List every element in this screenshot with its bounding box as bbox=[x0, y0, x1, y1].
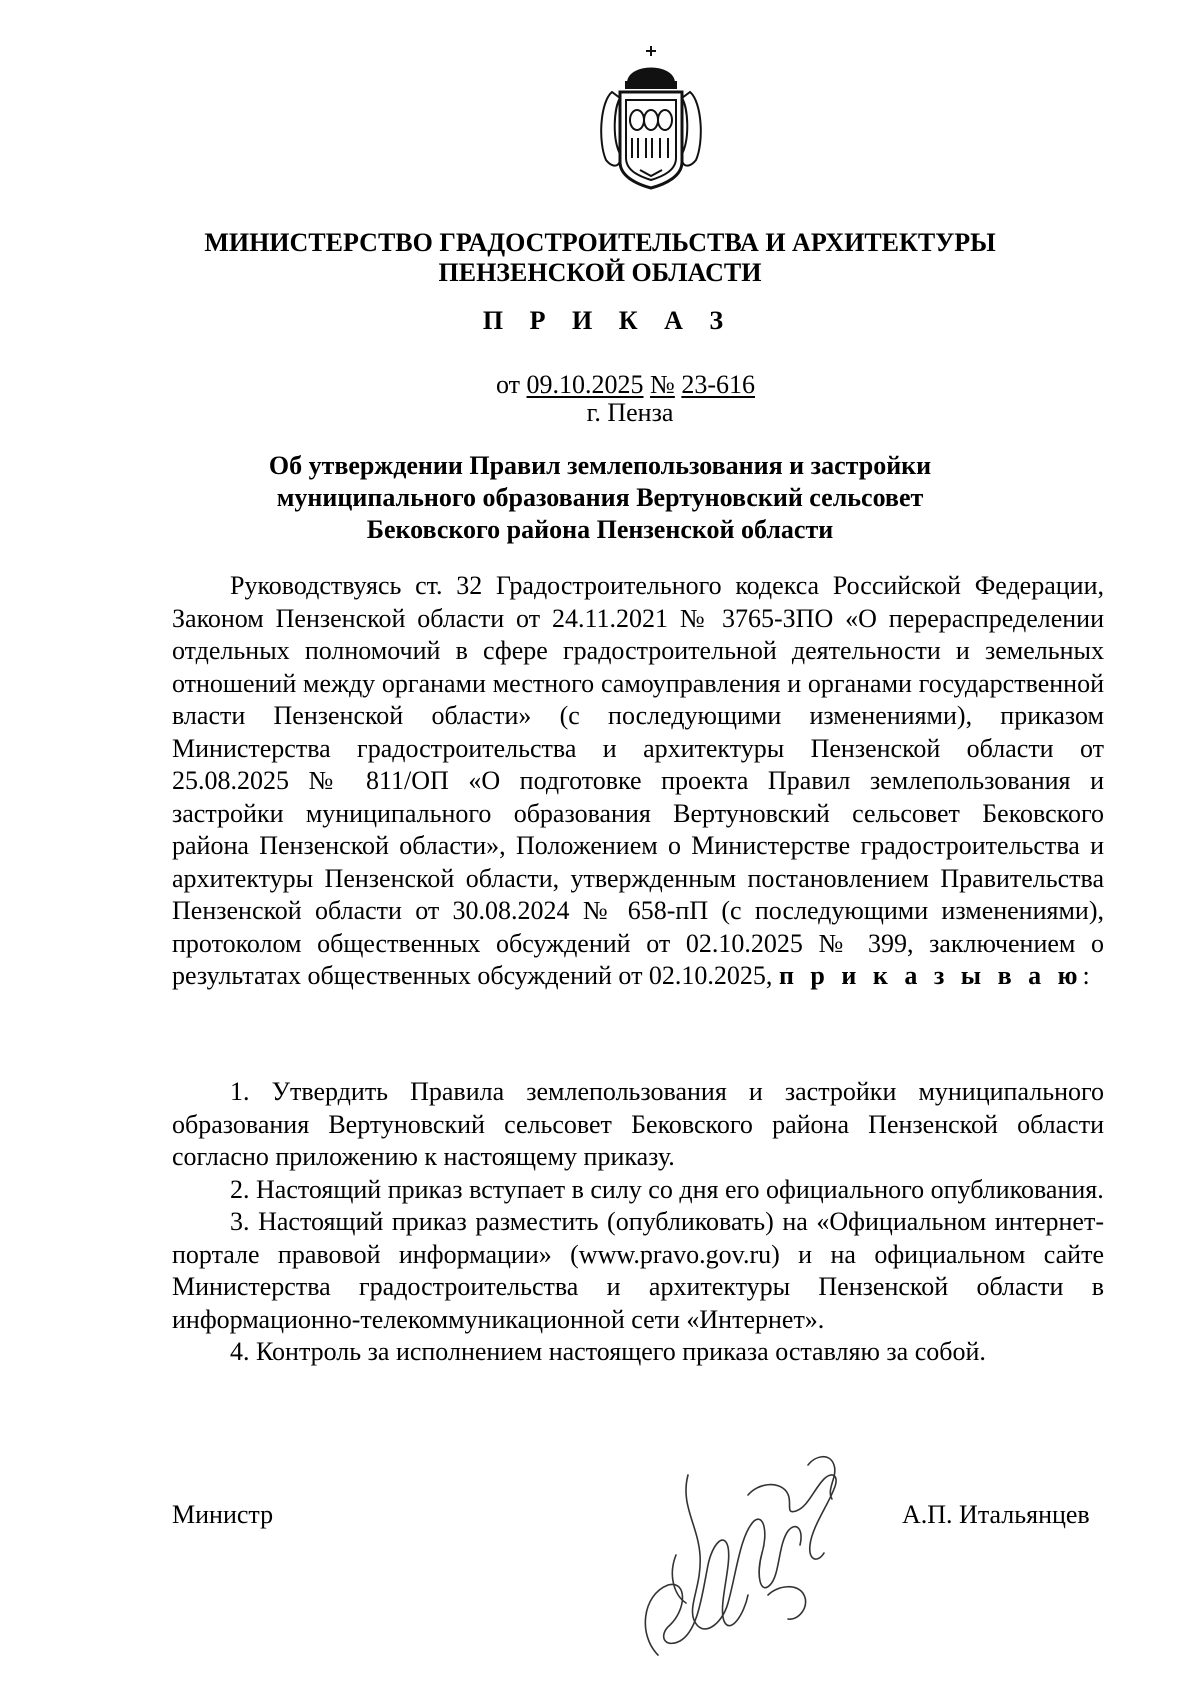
subject-line-3: Бековского района Пензенской области bbox=[366, 515, 834, 544]
ministry-name bbox=[150, 228, 1050, 288]
order-item-4: 4. Контроль за исполнением настоящего приказа оставляю за собой. bbox=[230, 1337, 986, 1366]
preamble-paragraph bbox=[172, 570, 1104, 993]
signer-title: Министр bbox=[172, 1500, 274, 1529]
order-number: 23-616 bbox=[681, 370, 756, 399]
subject-line-1: Об утверждении Правил землепользования и застройки bbox=[268, 451, 932, 480]
coat-of-arms-icon bbox=[590, 42, 712, 192]
order-item-2: 2. Настоящий приказ вступает в силу со дня его официального опубликования. bbox=[230, 1174, 1104, 1204]
preamble-text: Руководствуясь ст. 32 Градостроительного кодекса Российской Федерации, Законом Пензенской области от 24.11.2021 № 3765-ЗПО «О перераспределении отдельных полномочий в сфере градостроительной деятельности и земельных отношений между органами местного самоуправления и органами государственной власти Пензенской области» (с последующими изменениями), приказом Министерства градостроительства и архитектуры Пензенской области от 25.08.2025 № 811/ОП «О подготовке проекта Правил землепользования и застройки муниципального образования Вертуновский сельсовет Бековского района Пензенской области», Положением о Министерстве градостроительства и архитектуры Пензенской области, утвержденным постановлением Правительства Пензенской области от 30.08.2024 № 658-пП (с последующими изменениями), протоколом общественных обсуждений от 02.10.2025 № 399, заключением о результатах общественных обсуждений от 02.10.2025, bbox=[172, 571, 1104, 990]
number-sign: № bbox=[650, 370, 675, 399]
document-type: П Р И К А З bbox=[482, 306, 734, 335]
preamble-end: : bbox=[1082, 961, 1090, 990]
signature-icon bbox=[628, 1435, 858, 1670]
order-item-1: 1. Утвердить Правила землепользования и застройки муниципального образования Вертуновский сельсовет Бековского района Пензенской области согласно приложению к настоящему приказу. bbox=[172, 1077, 1104, 1171]
preamble bbox=[172, 570, 1104, 993]
order-item-3: 3. Настоящий приказ разместить (опубликовать) на «Официальном интернет-портале правовой информации» (www.pravo.gov.ru) и на официальном сайте Министерства градостроительства и архитектуры Пензенской области в информационно-телекоммуникационной сети «Интернет». bbox=[172, 1207, 1104, 1334]
subject-line-2: муниципального образования Вертуновский сельсовет bbox=[276, 483, 924, 512]
ministry-line-2: ПЕНЗЕНСКОЙ ОБЛАСТИ bbox=[438, 258, 762, 287]
order-items bbox=[172, 1076, 1104, 1369]
order-date-number bbox=[496, 370, 755, 400]
ministry-line-1: МИНИСТЕРСТВО ГРАДОСТРОИТЕЛЬСТВА И АРХИТЕКТУРЫ bbox=[204, 228, 996, 257]
city: г. Пенза bbox=[586, 398, 674, 427]
order-subject bbox=[150, 450, 1050, 546]
order-keyword: п р и к а з ы в а ю bbox=[778, 961, 1083, 990]
order-date: 09.10.2025 bbox=[526, 370, 644, 399]
signer-name: А.П. Итальянцев bbox=[902, 1500, 1090, 1529]
date-prefix: от bbox=[496, 370, 521, 399]
